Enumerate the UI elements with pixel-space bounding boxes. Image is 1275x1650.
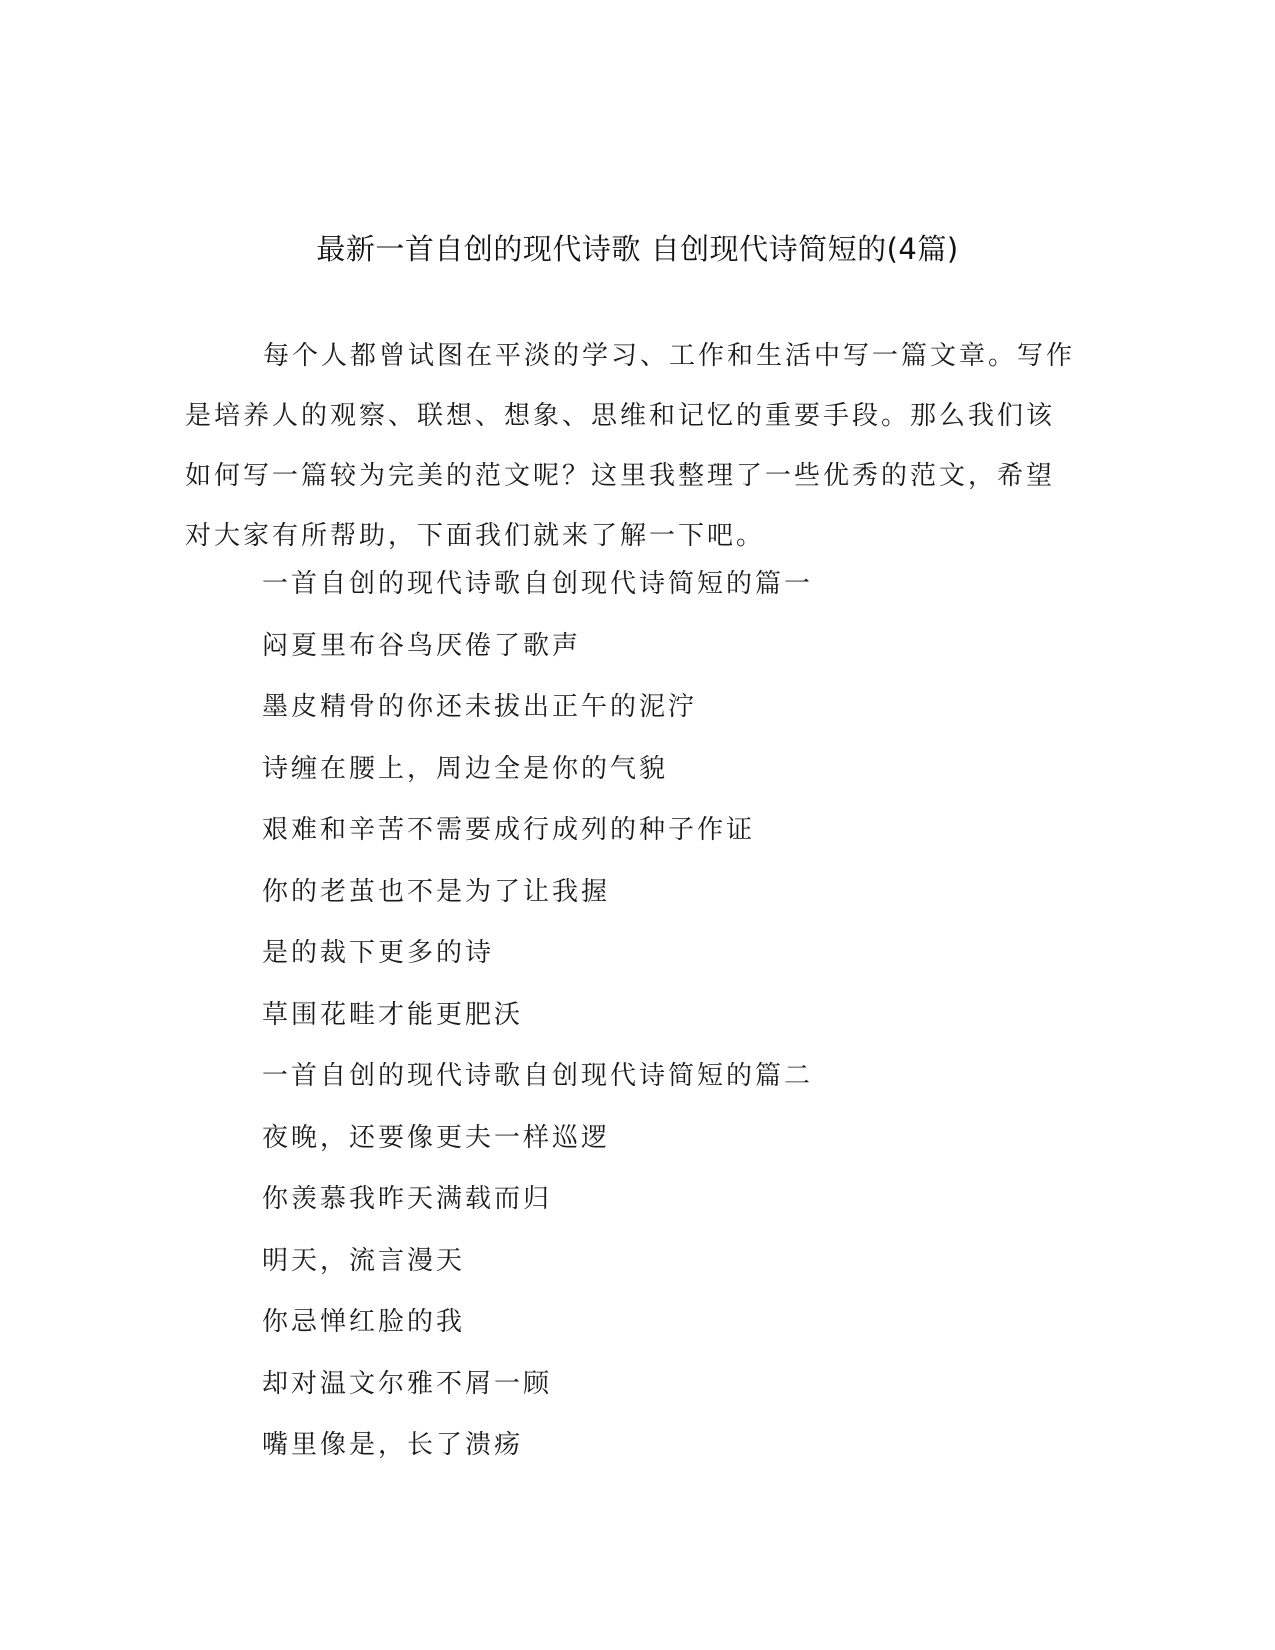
poem-line: 夜晚，还要像更夫一样巡逻 — [262, 1122, 611, 1153]
poem-body — [262, 564, 1062, 1487]
poem-line: 你羡慕我昨天满载而归 — [262, 1184, 553, 1214]
section-heading: 一首自创的现代诗歌自创现代诗简短的篇一 — [262, 569, 814, 599]
poem-line: 明天，流言漫天 — [262, 1245, 466, 1276]
intro-line: 对大家有所帮助，下面我们就来了解一下吧。 — [185, 521, 766, 551]
poem-line: 是的裁下更多的诗 — [262, 938, 495, 968]
intro-paragraph — [185, 326, 1076, 566]
intro-line: 每个人都曾试图在平淡的学习、工作和生活中写一篇文章。写作 — [263, 341, 1076, 371]
poem-line: 诗缠在腰上，周边全是你的气貌 — [262, 753, 669, 784]
poem-line: 草围花畦才能更肥沃 — [262, 999, 524, 1030]
poem-line: 艰难和辛苦不需要成行成列的种子作证 — [262, 815, 756, 845]
document-title: 最新一首自创的现代诗歌 自创现代诗简短的(4篇) — [316, 232, 959, 267]
intro-line: 如何写一篇较为完美的范文呢？这里我整理了一些优秀的范文，希望 — [185, 461, 1056, 491]
poem-line: 却对温文尔雅不屑一顾 — [262, 1368, 553, 1399]
section-heading: 一首自创的现代诗歌自创现代诗简短的篇二 — [262, 1061, 814, 1091]
poem-line: 闷夏里布谷鸟厌倦了歌声 — [262, 630, 582, 661]
intro-line: 是培养人的观察、联想、想象、思维和记忆的重要手段。那么我们该 — [185, 401, 1056, 431]
poem-line: 你的老茧也不是为了让我握 — [262, 876, 611, 907]
poem-line: 嘴里像是，长了溃疡 — [262, 1430, 524, 1460]
poem-line: 你忌惮红脸的我 — [262, 1307, 466, 1337]
poem-line: 墨皮精骨的你还未拔出正午的泥泞 — [262, 692, 698, 722]
